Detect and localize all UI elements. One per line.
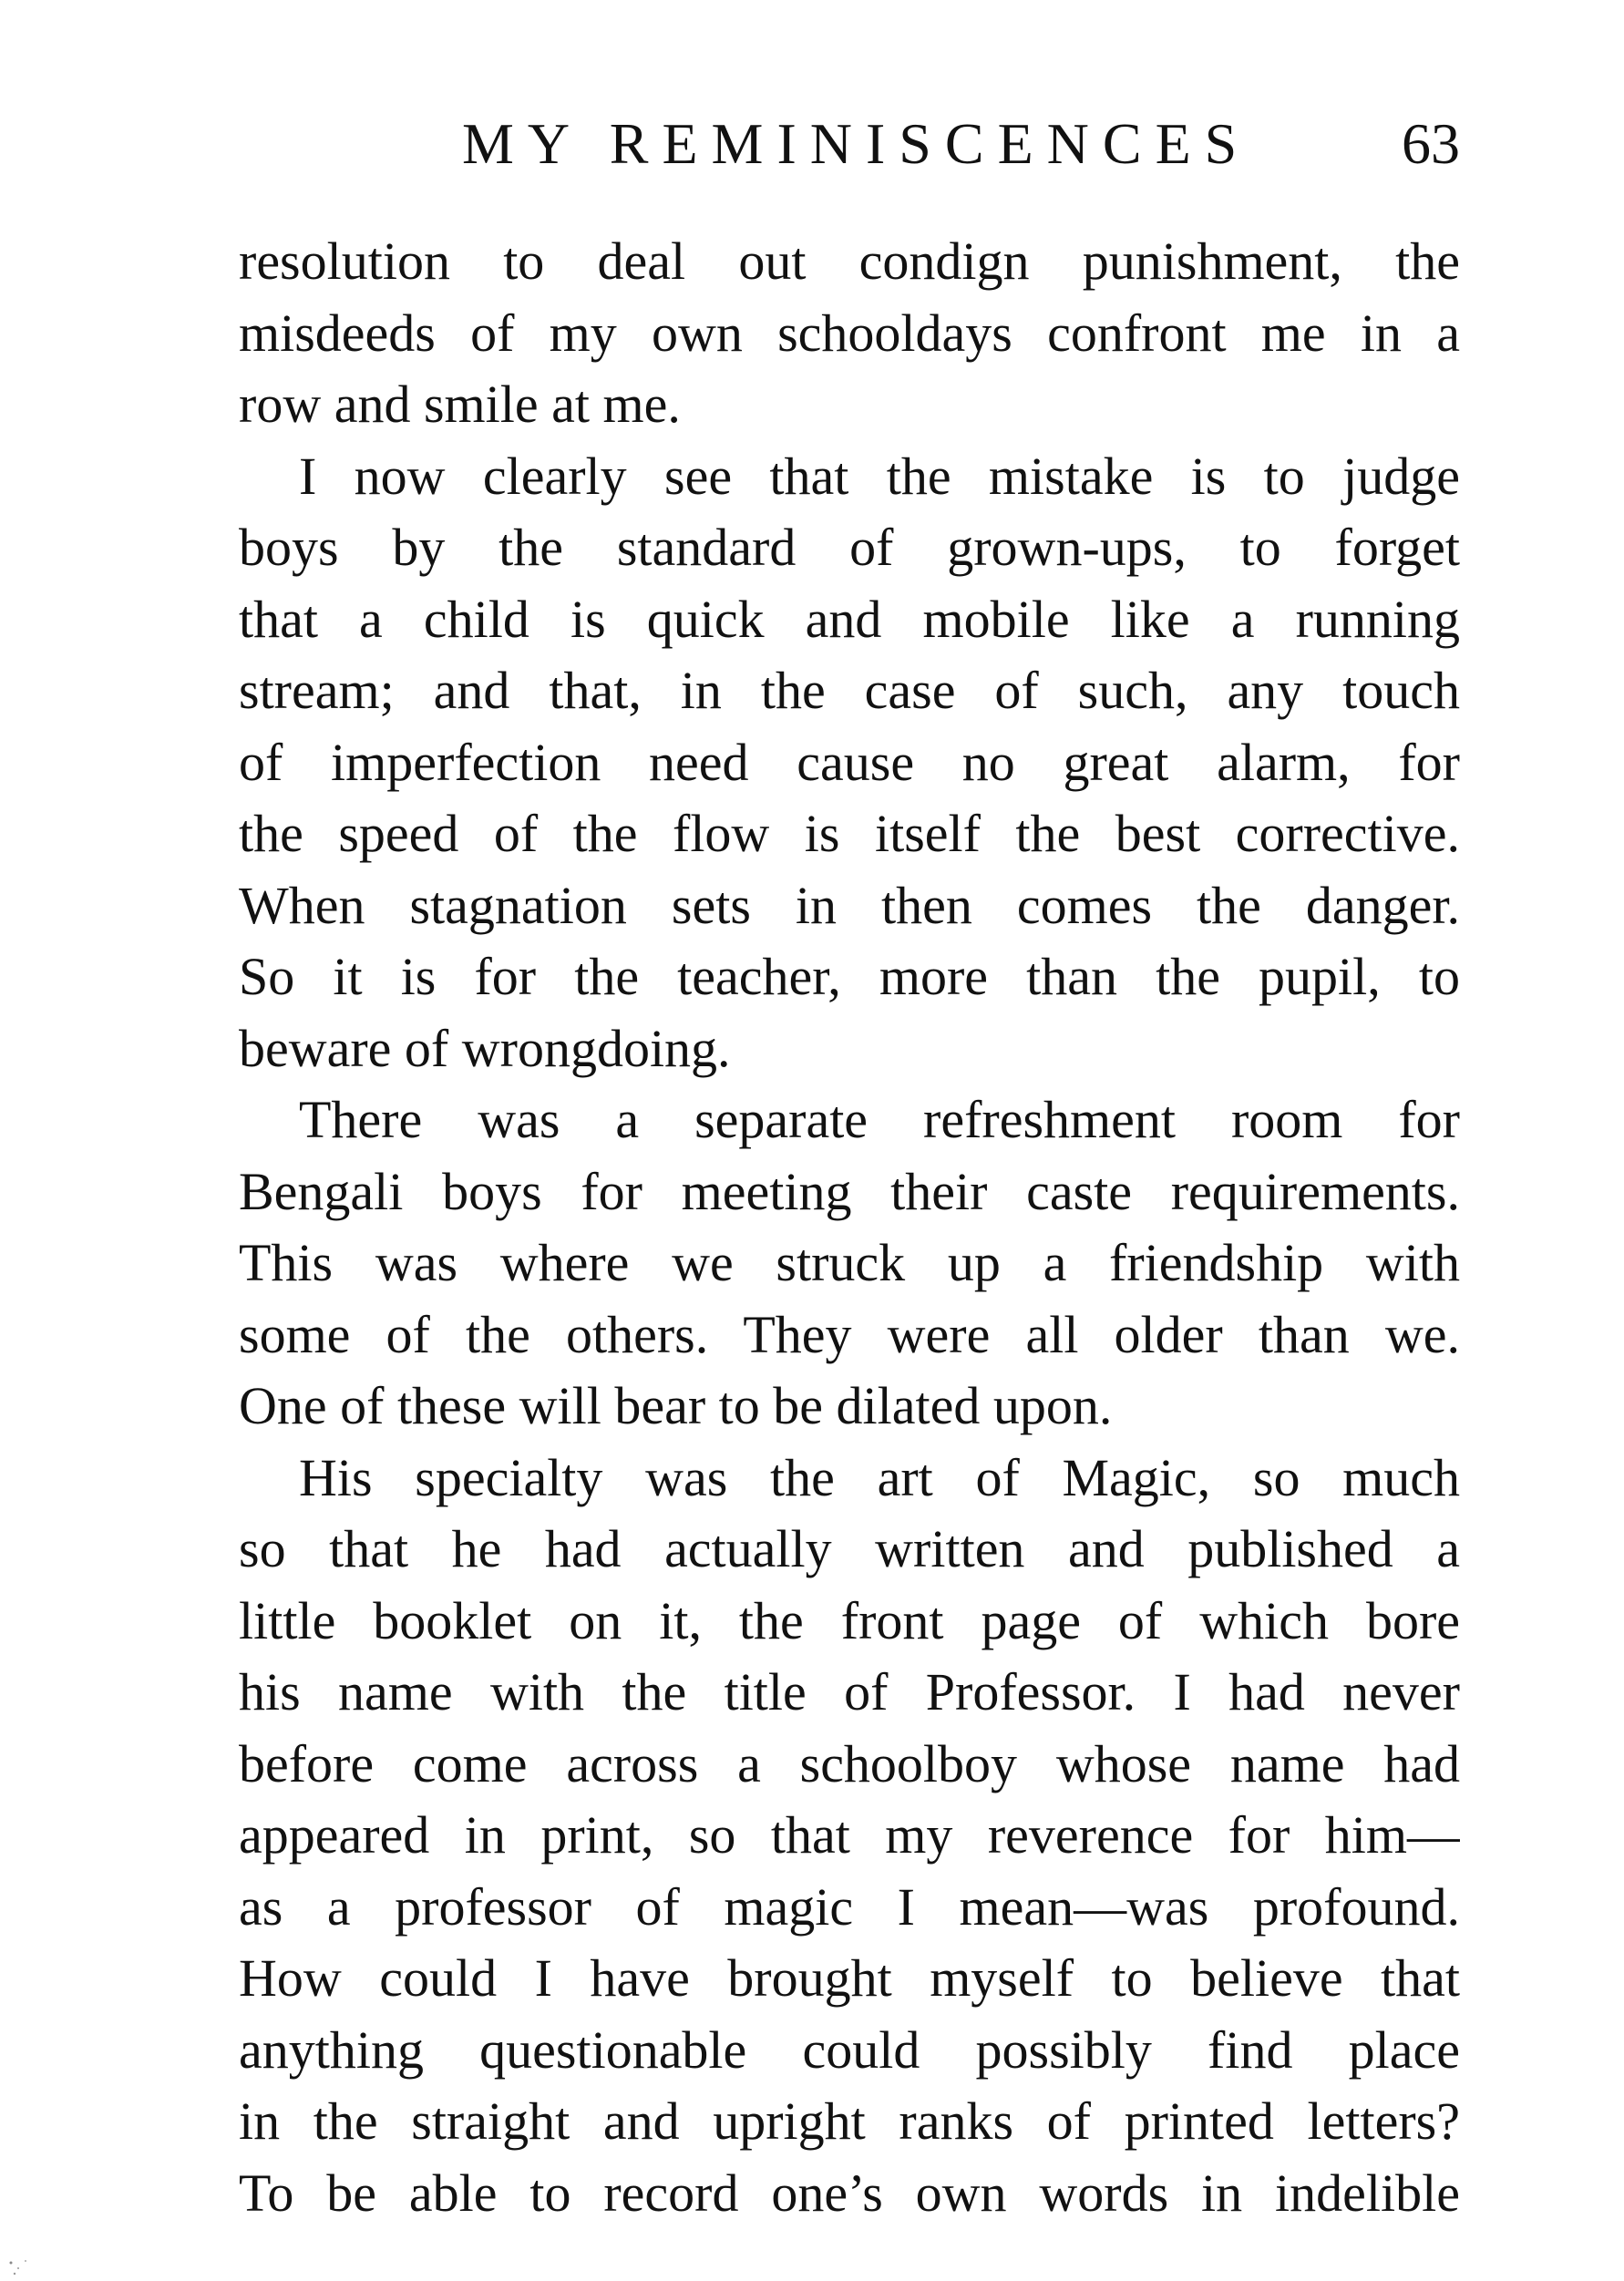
text-line: row and smile at me.: [239, 375, 681, 434]
running-head: [239, 108, 1460, 180]
text-line: as a professor of magic I mean—was profound.: [239, 1876, 1460, 1937]
text-line: beware of wrongdoing.: [239, 1018, 731, 1078]
text-line: so that he had actually written and published a: [239, 1519, 1460, 1578]
text-line: his name with the title of Professor. I had never: [239, 1662, 1460, 1721]
text-line: that a child is quick and mobile like a running: [239, 589, 1460, 649]
text-line: misdeeds of my own schooldays confront me in a: [239, 303, 1460, 363]
text-line: So it is for the teacher, more than the pupil, to: [239, 947, 1460, 1006]
running-title: MY REMINISCENCES: [462, 111, 1251, 176]
text-line: stream; and that, in the case of such, any touch: [239, 661, 1460, 720]
text-line: before come across a schoolboy whose name had: [239, 1733, 1460, 1793]
text-line: When stagnation sets in then comes the danger.: [239, 875, 1460, 935]
text-line: the speed of the flow is itself the best corrective.: [239, 804, 1460, 863]
text-line: One of these will bear to be dilated upon.: [239, 1376, 1113, 1435]
text-line: I now clearly see that the mistake is to judge: [299, 446, 1460, 506]
page-number: 63: [1402, 111, 1460, 176]
text-line: anything questionable could possibly find place: [239, 2019, 1460, 2080]
text-line: appeared in print, so that my reverence for him—: [239, 1805, 1460, 1865]
text-line: in the straight and upright ranks of printed letters?: [239, 2091, 1460, 2151]
text-line: To be able to record one’s own words in indelible: [239, 2163, 1460, 2223]
text-line: boys by the standard of grown-ups, to forget: [239, 518, 1460, 577]
body-text: [239, 226, 1460, 2229]
text-line: His specialty was the art of Magic, so much: [299, 1447, 1460, 1507]
text-line: This was where we struck up a friendship with: [239, 1233, 1460, 1292]
text-line: resolution to deal out condign punishment, the: [239, 231, 1460, 291]
text-line: little booklet on it, the front page of which bore: [239, 1590, 1460, 1650]
text-line: There was a separate refreshment room for: [299, 1090, 1460, 1149]
text-line: some of the others. They were all older than we.: [239, 1304, 1460, 1364]
text-line: of imperfection need cause no great alarm, for: [239, 732, 1460, 792]
paper-speck-marks: [0, 2245, 55, 2281]
text-line: How could I have brought myself to believe that: [239, 1948, 1460, 2008]
text-line: Bengali boys for meeting their caste requirements.: [239, 1161, 1460, 1221]
